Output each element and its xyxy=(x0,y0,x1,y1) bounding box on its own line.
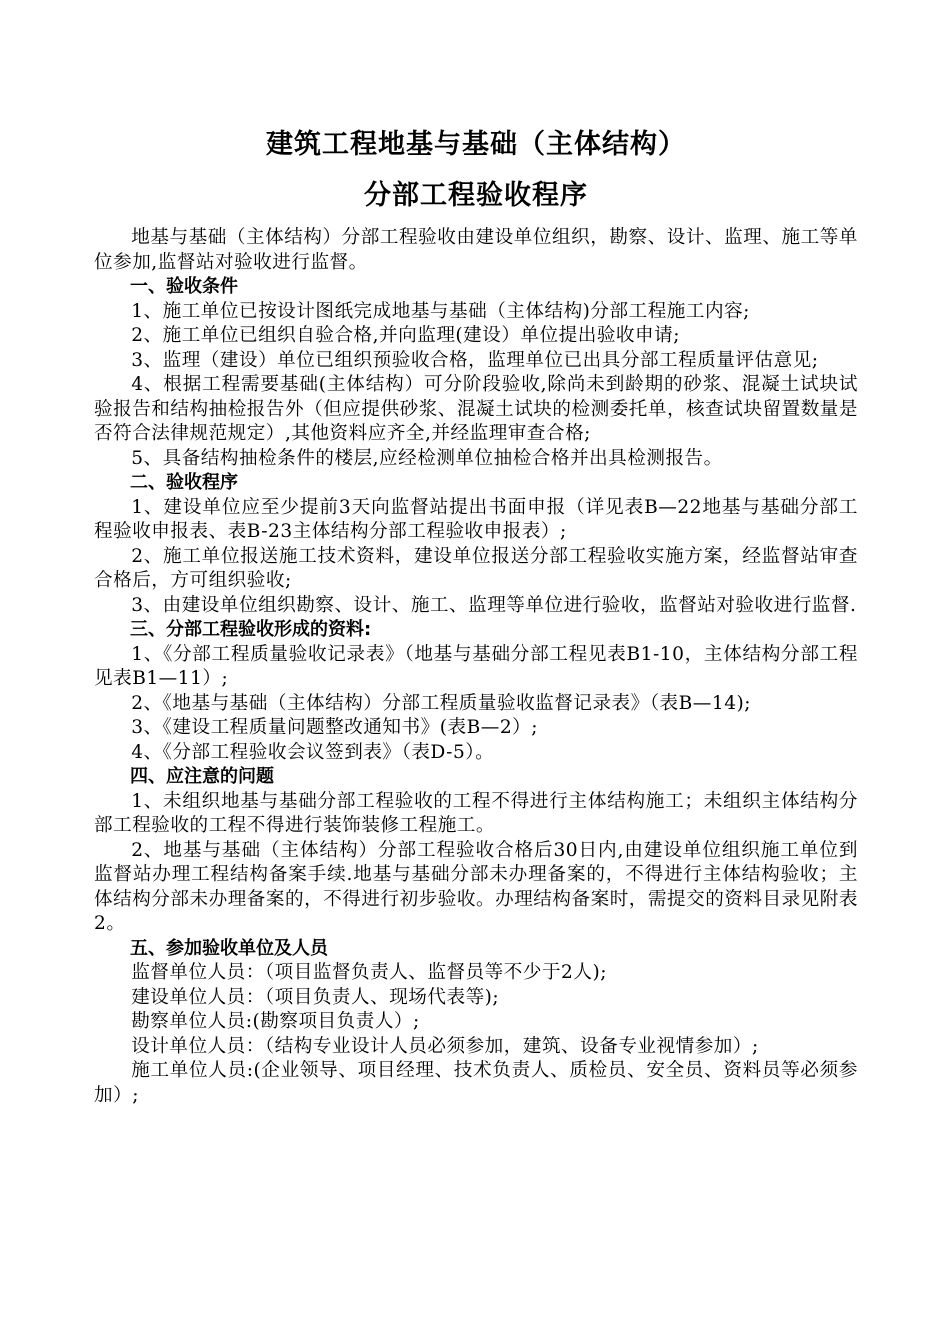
list-item: 2、施工单位已组织自验合格,并向监理(建设）单位提出验收申请; xyxy=(131,325,680,346)
document-body xyxy=(94,226,858,1108)
section-acceptance-documents xyxy=(94,618,858,765)
intro-paragraph: 地基与基础（主体结构）分部工程验收由建设单位组织，勘察、设计、监理、施工等单位参加,监督站对验收进行监督。 xyxy=(94,227,858,273)
list-item: 3、由建设单位组织勘察、设计、施工、监理等单位进行验收，监督站对验收进行监督. xyxy=(131,594,857,616)
document-page xyxy=(94,120,858,1108)
list-item: 1、《分部工程质量验收记录表》（地基与基础分部工程见表B1-10，主体结构分部工程见表B1—11）; xyxy=(94,643,858,689)
list-item: 设计单位人员：（结构专业设计人员必须参加，建筑、设备专业视情参加）; xyxy=(131,1035,759,1057)
list-item: 1、建设单位应至少提前3天向监督站提出书面申报（详见表B—22地基与基础分部工程验收申报表、表B-23主体结构分部工程验收申报表）; xyxy=(94,496,858,542)
section-notes xyxy=(94,765,858,937)
list-item: 3、监理（建设）单位已组织预验收合格，监理单位已出具分部工程质量评估意见; xyxy=(131,349,819,371)
list-item: 建设单位人员：（项目负责人、现场代表等); xyxy=(131,986,500,1008)
list-item: 3、《建设工程质量问题整改通知书》(表B—2）; xyxy=(131,717,539,738)
list-item: 监督单位人员：（项目监督负责人、监督员等不少于2人); xyxy=(131,962,607,983)
list-item: 2、施工单位报送施工技术资料，建设单位报送分部工程验收实施方案，经监督站审查合格后，方可组织验收; xyxy=(94,545,858,591)
section-heading: 四、应注意的问题 xyxy=(130,766,274,787)
section-heading: 三、分部工程验收形成的资料: xyxy=(130,619,372,640)
section-heading: 一、验收条件 xyxy=(130,276,238,297)
list-item: 1、未组织地基与基础分部工程验收的工程不得进行主体结构施工；未组织主体结构分部工程验收的工程不得进行装饰装修工程施工。 xyxy=(94,790,858,836)
section-acceptance-conditions xyxy=(94,275,858,471)
section-participants xyxy=(94,937,858,1109)
list-item: 4、根据工程需要基础(主体结构）可分阶段验收,除尚未到龄期的砂浆、混凝土试块试验报告和结构抽检报告外（但应提供砂浆、混凝土试块的检测委托单，核查试块留置数量是否符合法律规范规定）,其他资料应齐全,并经监理审查合格; xyxy=(94,374,858,444)
section-acceptance-procedure xyxy=(94,471,858,618)
section-heading: 五、参加验收单位及人员 xyxy=(130,937,328,959)
section-heading: 二、验收程序 xyxy=(130,472,238,493)
document-title-line-2: 分部工程验收程序 xyxy=(364,180,588,211)
list-item: 2、《地基与基础（主体结构）分部工程质量验收监督记录表》（表B—14); xyxy=(131,692,752,714)
list-item: 勘察单位人员:(勘察项目负责人）; xyxy=(131,1011,420,1032)
list-item: 5、具备结构抽检条件的楼层,应经检测单位抽检合格并出具检测报告。 xyxy=(131,447,723,469)
document-title-line-1: 建筑工程地基与基础（主体结构） xyxy=(266,129,686,160)
list-item: 1、施工单位已按设计图纸完成地基与基础（主体结构)分部工程施工内容; xyxy=(131,300,750,322)
list-item: 施工单位人员:(企业领导、项目经理、技术负责人、质检员、安全员、资料员等必须参加）; xyxy=(94,1060,858,1106)
list-item: 4、《分部工程验收会议签到表》（表D-5）。 xyxy=(131,741,495,763)
list-item: 2、地基与基础（主体结构）分部工程验收合格后30日内,由建设单位组织施工单位到监督站办理工程结构备案手续.地基与基础分部未办理备案的，不得进行主体结构验收；主体结构分部未办理备案的，不得进行初步验收。办理结构备案时，需提交的资料目录见附表2。 xyxy=(94,839,858,934)
